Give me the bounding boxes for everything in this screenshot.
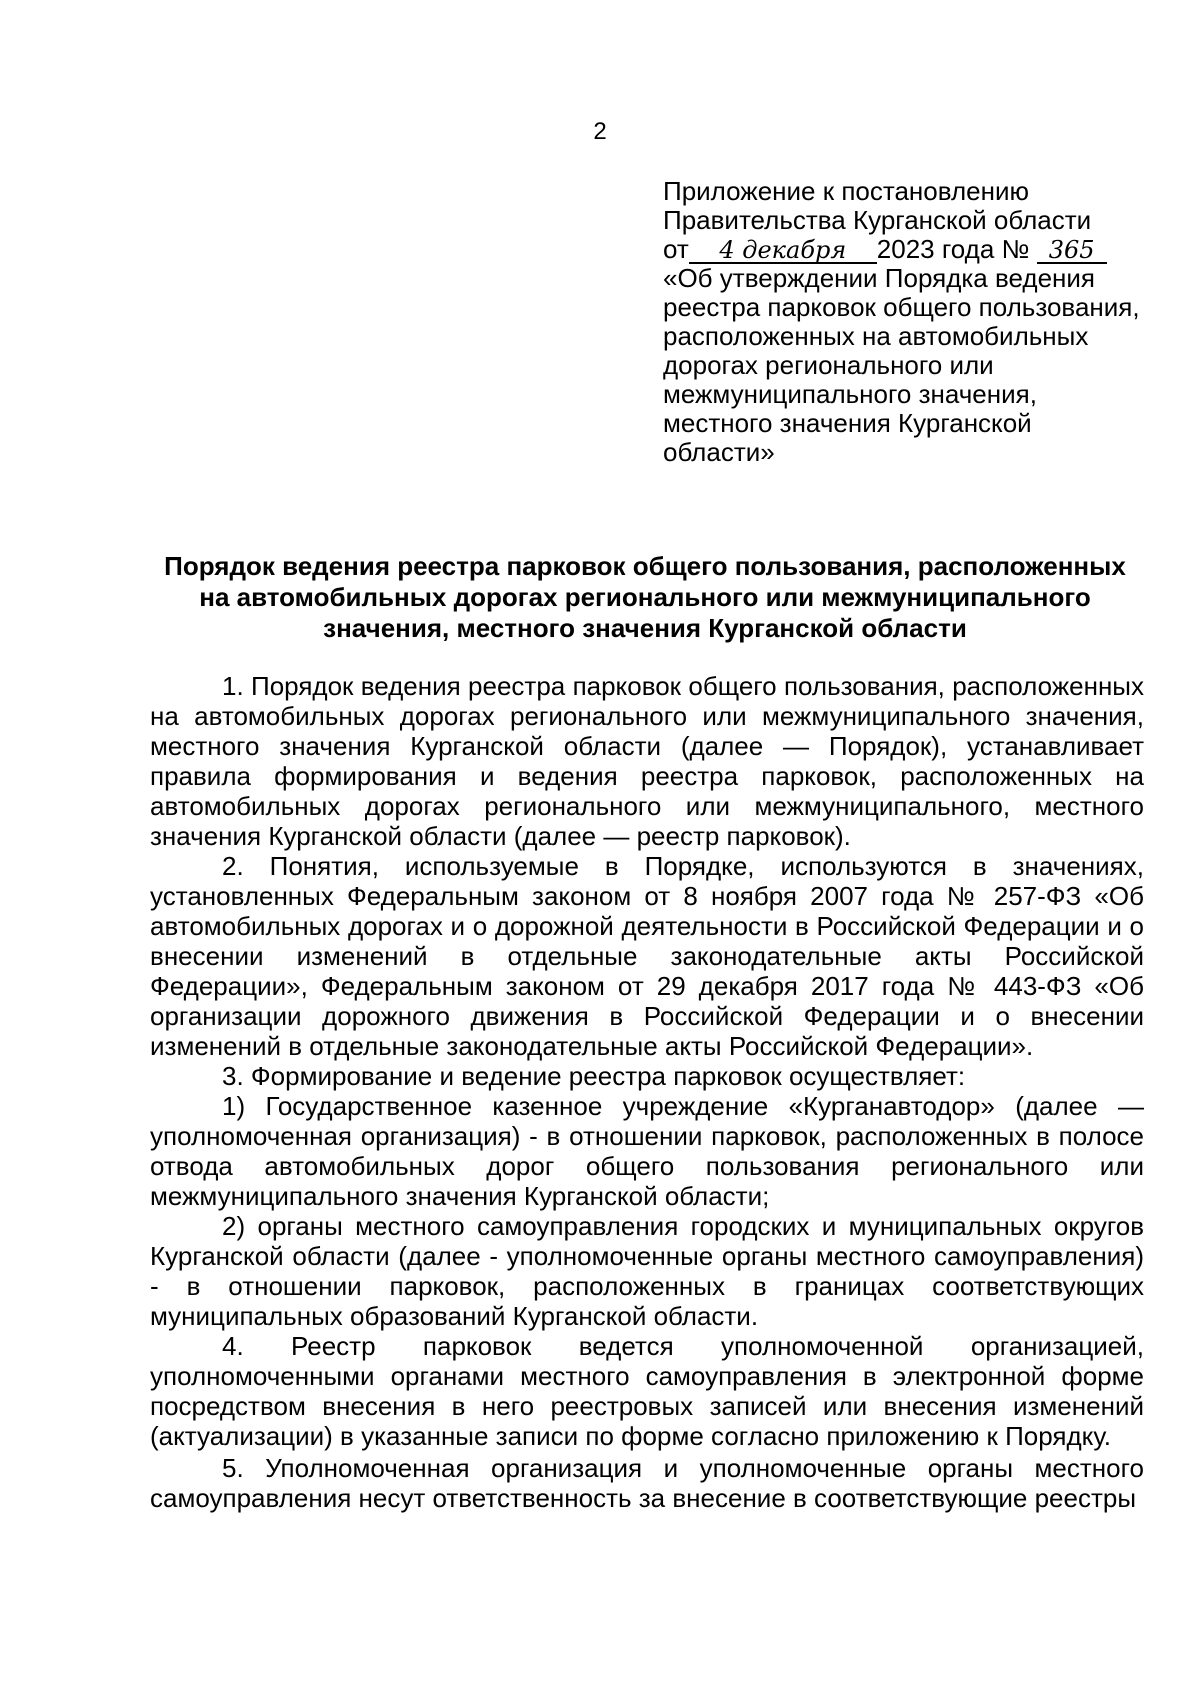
date-prefix: от xyxy=(663,234,689,264)
appendix-date-line xyxy=(663,235,1163,264)
appendix-line: Приложение к постановлению xyxy=(663,176,1029,206)
appendix-line: расположенных на автомобильных xyxy=(663,321,1089,351)
appendix-line: Правительства Курганской области xyxy=(663,205,1092,235)
appendix-line: области» xyxy=(663,437,775,467)
appendix-line: местного значения Курганской xyxy=(663,408,1032,438)
title-line: Порядок ведения реестра парковок общего пользования, расположенных xyxy=(164,551,1126,581)
appendix-line: дорогах регионального или xyxy=(663,350,994,380)
paragraph: 2) органы местного самоуправления городских и муниципальных округов Курганской области (далее - уполномоченные органы местного самоуправления) - в отношении парковок, расположенных в границах соответствующих муниципальных образований Курганской области. xyxy=(150,1211,1144,1331)
appendix-line: «Об утверждении Порядка ведения xyxy=(663,263,1095,293)
handwritten-date: 4 декабря xyxy=(689,238,877,264)
title-line: на автомобильных дорогах регионального или межмуниципального xyxy=(199,582,1091,612)
handwritten-number: 365 xyxy=(1037,238,1107,264)
document-body xyxy=(150,671,1144,1513)
paragraph: 1) Государственное казенное учреждение «Курганавтодор» (далее — уполномоченная организация) - в отношении парковок, расположенных в полосе отвода автомобильных дорог общего пользования регионального или межмуниципального значения Курганской области; xyxy=(150,1091,1144,1211)
title-line: значения, местного значения Курганской области xyxy=(323,613,967,643)
document-title xyxy=(150,551,1140,644)
paragraph: 4. Реестр парковок ведется уполномоченной организацией, уполномоченными органами местного самоуправления в электронной форме посредством внесения в него реестровых записей или внесения изменений (актуализации) в указанные записи по форме согласно приложению к Порядку. xyxy=(150,1331,1144,1451)
paragraph: 1. Порядок ведения реестра парковок общего пользования, расположенных на автомобильных дорогах регионального или межмуниципального значения, местного значения Курганской области (далее — Порядок), устанавливает правила формирования и ведения реестра парковок, расположенных на автомобильных дорогах регионального или межмуниципального, местного значения Курганской области (далее — реестр парковок). xyxy=(150,671,1144,851)
paragraph: 5. Уполномоченная организация и уполномоченные органы местного самоуправления несут ответственность за внесение в соответствующие реестры xyxy=(150,1453,1144,1513)
paragraph: 2. Понятия, используемые в Порядке, используются в значениях, установленных Федеральным законом от 8 ноября 2007 года № 257-ФЗ «Об автомобильных дорогах и о дорожной деятельности в Российской Федерации и о внесении изменений в отдельные законодательные акты Российской Федерации», Федеральным законом от 29 декабря 2017 года № 443-ФЗ «Об организации дорожного движения в Российской Федерации и о внесении изменений в отдельные законодательные акты Российской Федерации». xyxy=(150,851,1144,1061)
date-year: 2023 года № xyxy=(876,234,1030,264)
appendix-line: реестра парковок общего пользования, xyxy=(663,292,1140,322)
page-number: 2 xyxy=(593,118,607,145)
paragraph: 3. Формирование и ведение реестра парковок осуществляет: xyxy=(222,1061,966,1091)
appendix-block xyxy=(663,177,1163,467)
appendix-line: межмуниципального значения, xyxy=(663,379,1037,409)
